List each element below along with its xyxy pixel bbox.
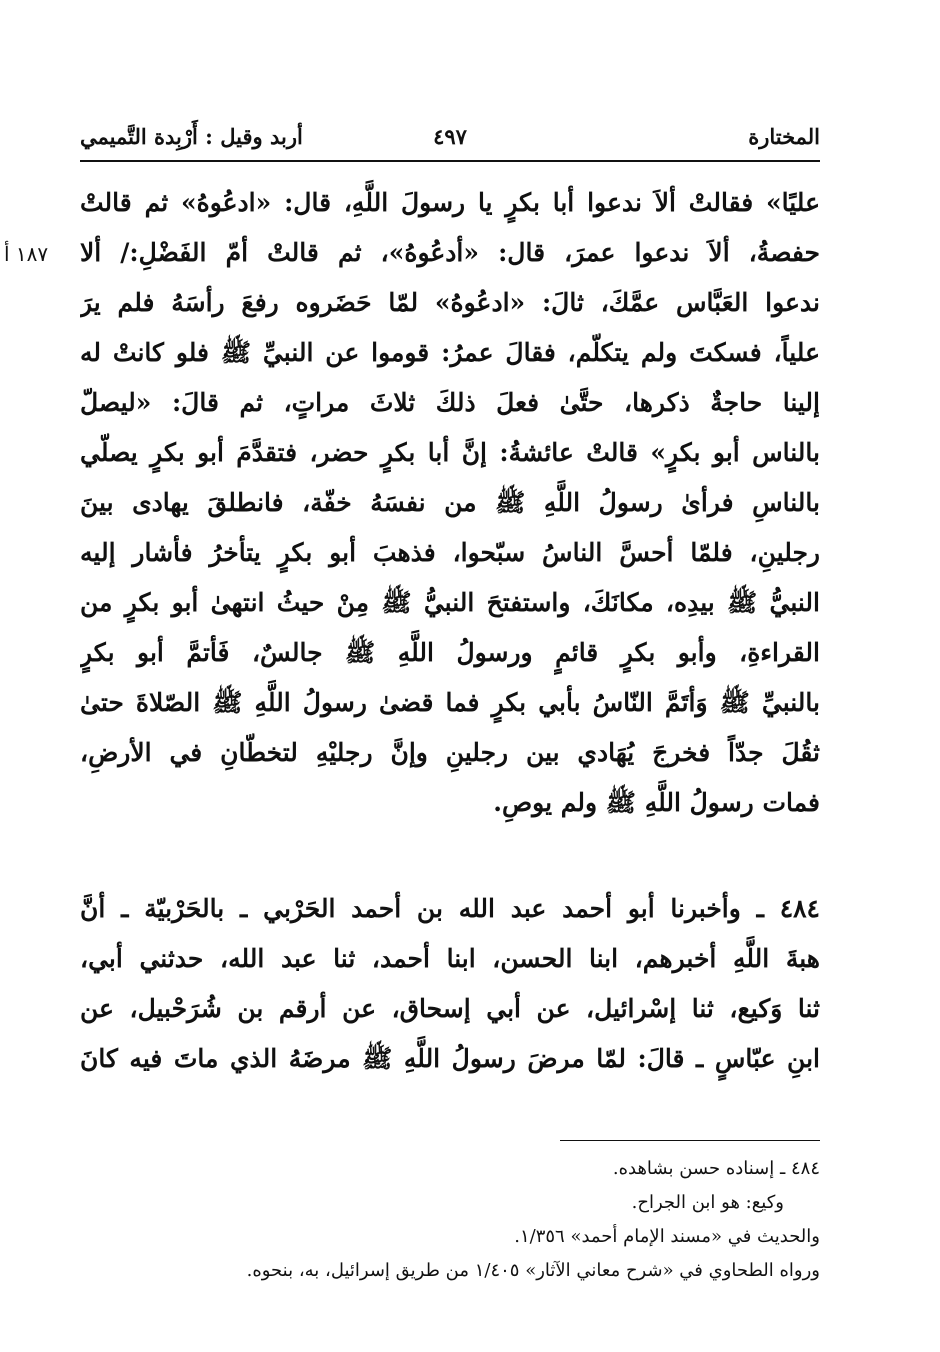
footnote-line: وكيع: هو ابن الجراح. (631, 1192, 784, 1213)
text-line: عليًا» فقالتْ ألاَ ندعوا أبا بكرٍ يا رسولَ اللَّهِ، قال: «ادعُوهُ» ثم قالتْ (80, 188, 820, 217)
text-line: ثقُلَ جدّاً فخرجَ يُهَادي بين رجلينِ وإنَّ رجليْهِ لتخطّانِ في الأرضِ، (80, 738, 820, 767)
footnote-line: والحديث في «مسند الإمام أحمد» ١/٣٥٦. (514, 1226, 820, 1247)
footnote-line: ورواه الطحاوي في «شرح معاني الآثار» ١/٤٠٥ من طريق إسرائيل، به، بنحوه. (246, 1260, 820, 1281)
text-line: فمات رسولُ اللَّهِ ﷺ ولم يوصِ. (493, 788, 820, 817)
header-section-title: المختارة (748, 124, 820, 149)
text-line: ٤٨٤ ـ وأخبرنا أبو أحمد عبد الله بن أحمد الحَرْبي ـ بالحَرْبيّة ـ أنَّ (80, 894, 820, 923)
header-page-number: ٤٩٧ (433, 124, 467, 149)
footnotes (80, 1152, 820, 1288)
text-line: إلينا حاجةٌ ذكرها، حتَّىٰ فعلَ ذلكَ ثلاثَ مراتٍ، ثم قالَ: «ليصلّ (80, 388, 820, 417)
text-line: ثنا وَكيع، ثنا إسْرائيل، عن أبي إسحاق، عن أرقم بن شُرَحْبيل، عن (80, 994, 820, 1023)
text-line: ندعوا العَبَّاس عمَّكَ، ثالَ: «ادعُوهُ» لمّا حَضَروه رفعَ رأسَهُ فلم يرَ (80, 288, 820, 317)
text-line: ابنِ عبّاسٍ ـ قالَ: لمّا مرضَ رسولُ اللَّهِ ﷺ مرضَهُ الذي ماتَ فيه كانَ (80, 1044, 820, 1073)
hadith-484-paragraph (80, 884, 820, 1084)
text-line: علياً، فسكتَ ولم يتكلّم، فقالَ عمرُ: قوموا عن النبيِّ ﷺ فلو كانتْ له (80, 338, 820, 367)
header-running-title: أربد وقيل : أَرْبِدة التَّميمي (80, 124, 303, 149)
text-line: القراءةِ، وأبو بكرٍ قائمٍ ورسولُ اللَّهِ ﷺ جالسٌ، فَأتمَّ أبو بكرٍ (80, 638, 820, 667)
main-text-paragraph (80, 178, 820, 828)
margin-folio-note: ١٨٧ أ (4, 242, 49, 266)
page-header (80, 118, 820, 158)
text-line: رجلينِ، فلمّا أحسَّ الناسُ سبّحوا، فذهبَ أبو بكرٍ يتأخرُ فأشار إليه (80, 538, 820, 567)
text-line: بالناسِ فرأىٰ رسولُ اللَّهِ ﷺ من نفسَهُ خفّة، فانطلقَ يهادى بينَ (80, 488, 820, 517)
footnote-divider (560, 1140, 820, 1141)
text-line: هبةَ اللَّهِ أخبرهم، ابنا الحسن، ابنا أحمد، ثنا عبد الله، حدثني أبي، (80, 944, 820, 973)
text-line: بالنبيِّ ﷺ وَأتَمَّ النّاسُ بأبي بكرٍ فما قضىٰ رسولُ اللَّهِ ﷺ الصّلاةَ حتىٰ (80, 688, 820, 717)
text-line: بالناس أبو بكرٍ» قالتْ عائشةُ: إنَّ أبا بكرٍ حضر، فتقدَّمَ أبو بكرٍ يصلّي (80, 438, 820, 467)
header-divider (80, 160, 820, 162)
footnote-line: ٤٨٤ ـ إسناده حسن بشاهده. (612, 1158, 820, 1179)
text-line: حفصةُ، ألاَ ندعوا عمرَ، قال: «أدعُوهُ»، ثم قالتْ أمّ الفَضْلِ:/ ألا (80, 238, 820, 267)
text-line: النبيُّ ﷺ بيدِه، مكانَكَ، واستفتحَ النبيُّ ﷺ مِنْ حيثُ انتهىٰ أبو بكرٍ من (80, 588, 820, 617)
